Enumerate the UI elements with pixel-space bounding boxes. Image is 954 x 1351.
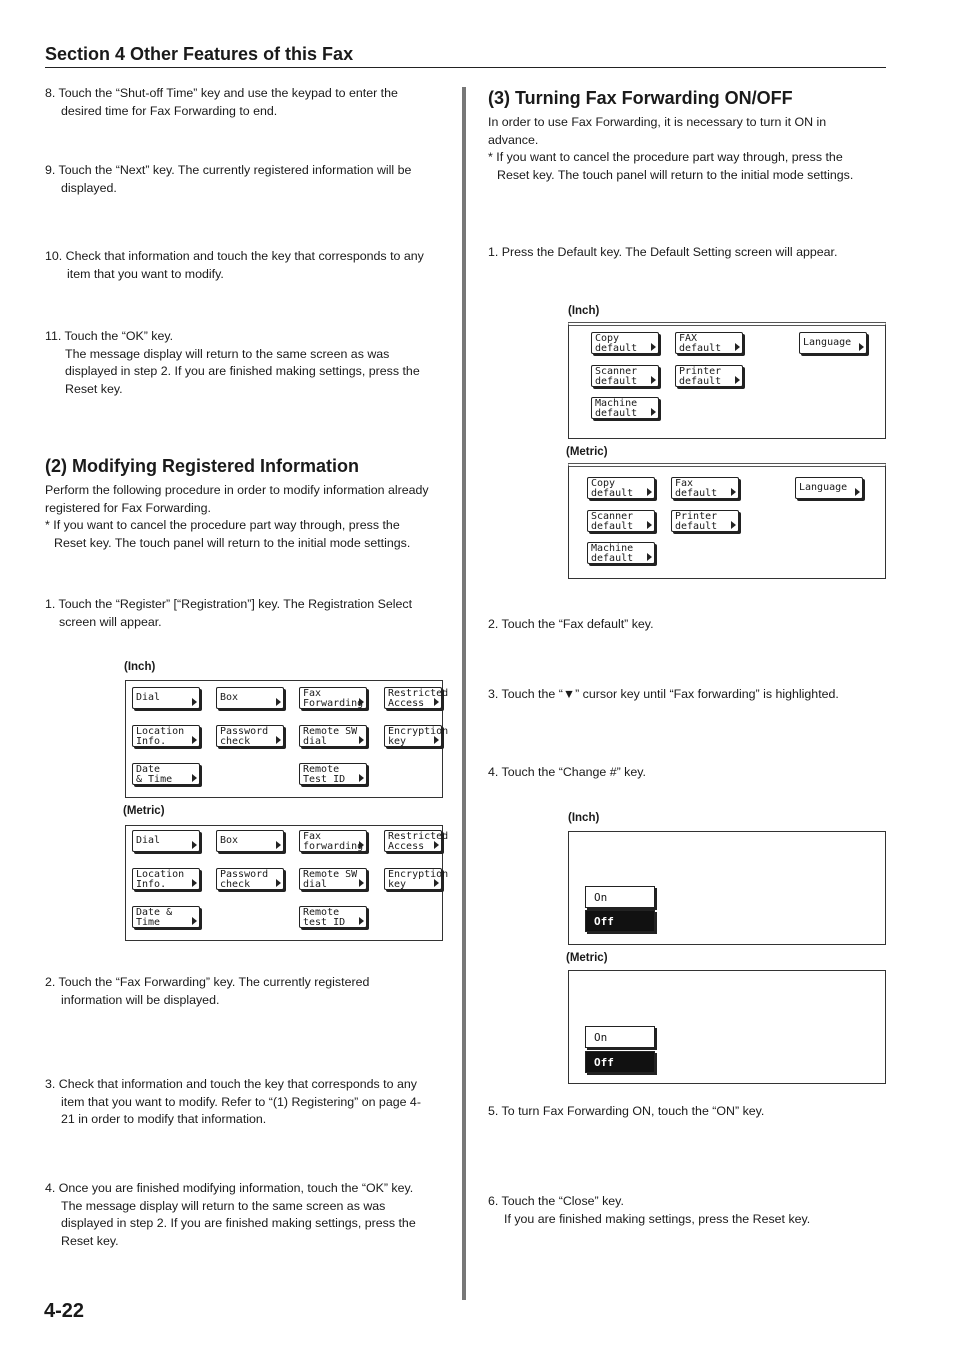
default-key-label: Scanner default bbox=[595, 366, 638, 387]
toggle-intro bbox=[488, 114, 883, 184]
arrow-right-icon bbox=[434, 698, 439, 706]
arrow-right-icon bbox=[276, 736, 281, 744]
modify-intro-line1: Perform the following procedure in order to modify information already bbox=[45, 483, 429, 497]
default-key-label: Language bbox=[799, 482, 848, 493]
arrow-right-icon bbox=[359, 774, 364, 782]
section-rule bbox=[45, 67, 886, 68]
modify-step-3-line2: item that you want to modify. Refer to “(1) Registering” on page 4- bbox=[61, 1094, 421, 1109]
arrow-right-icon bbox=[647, 521, 652, 529]
registration-key-label: Fax forwarding bbox=[303, 831, 364, 852]
default-key-label: Machine default bbox=[595, 398, 638, 419]
default-key[interactable] bbox=[795, 477, 863, 499]
registration-key-label: Dial bbox=[136, 835, 161, 846]
registration-key-label: Date & Time bbox=[136, 907, 173, 928]
arrow-right-icon bbox=[647, 553, 652, 561]
modify-step-1 bbox=[45, 596, 450, 631]
registration-key[interactable] bbox=[299, 868, 367, 890]
modify-step-2 bbox=[45, 974, 450, 1009]
modify-step-3 bbox=[45, 1076, 450, 1129]
registration-key[interactable] bbox=[384, 830, 449, 852]
step-8 bbox=[45, 85, 445, 120]
modify-step-1-line1: 1. Touch the “Register” [“Registration”] key. The Registration Select bbox=[45, 597, 413, 611]
step-11 bbox=[45, 328, 450, 398]
arrow-right-icon bbox=[192, 736, 197, 744]
onoff-screen-metric bbox=[568, 970, 886, 1084]
default-screen-metric bbox=[568, 463, 886, 579]
step-11-line4: Reset key. bbox=[65, 381, 123, 396]
registration-key[interactable] bbox=[132, 763, 200, 785]
modify-heading: (2) Modifying Registered Information bbox=[45, 456, 360, 476]
default-key-label: Copy default bbox=[591, 478, 634, 499]
default-key[interactable] bbox=[799, 332, 867, 354]
registration-key-label: Box bbox=[220, 835, 239, 846]
registration-key[interactable] bbox=[299, 687, 367, 709]
modify-step-2-line1: 2. Touch the “Fax Forwarding” key. The currently registered bbox=[45, 975, 370, 989]
registration-key[interactable] bbox=[216, 687, 284, 709]
arrow-right-icon bbox=[735, 343, 740, 351]
registration-key[interactable] bbox=[132, 906, 200, 928]
default-key-label: Printer default bbox=[679, 366, 722, 387]
toggle-step-6 bbox=[488, 1193, 883, 1228]
default-key-label: FAX default bbox=[679, 333, 722, 354]
caption-metric-onoff: (Metric) bbox=[566, 952, 608, 964]
default-key[interactable] bbox=[675, 365, 743, 387]
registration-key[interactable] bbox=[384, 725, 449, 747]
modify-step-3-line3: 21 in order to modify that information. bbox=[61, 1112, 267, 1126]
toggle-step-2: 2. Touch the “Fax default” key. bbox=[488, 617, 654, 631]
registration-key-label: Encryption key bbox=[388, 726, 449, 747]
arrow-right-icon bbox=[731, 521, 736, 529]
step-10-line1: 10. Check that information and touch the key that corresponds to any bbox=[45, 249, 424, 263]
caption-inch-onoff: (Inch) bbox=[568, 812, 600, 824]
registration-key[interactable] bbox=[216, 830, 284, 852]
registration-key-label: Restricted Access bbox=[388, 688, 449, 709]
arrow-right-icon bbox=[855, 488, 860, 496]
on-key-metric[interactable]: On bbox=[585, 1026, 655, 1048]
arrow-right-icon bbox=[647, 488, 652, 496]
registration-key-label: Restricted Access bbox=[388, 831, 449, 852]
registration-key-label: Dial bbox=[136, 692, 161, 703]
default-key-label: Language bbox=[803, 337, 852, 348]
step-11-line2: The message display will return to the same screen as was bbox=[65, 346, 390, 361]
arrow-right-icon bbox=[651, 376, 656, 384]
modify-step-3-line1: 3. Check that information and touch the key that corresponds to any bbox=[45, 1077, 417, 1091]
page-number: 4-22 bbox=[44, 1300, 85, 1322]
registration-key-label: Password check bbox=[220, 726, 269, 747]
toggle-intro-line1: In order to use Fax Forwarding, it is necessary to turn it ON in bbox=[488, 115, 827, 129]
modify-note-line2: Reset key. The touch panel will return to the initial mode settings. bbox=[54, 535, 411, 550]
registration-key-label: Password check bbox=[220, 869, 269, 890]
arrow-right-icon bbox=[192, 774, 197, 782]
toggle-step-6-line1: 6. Touch the “Close” key. bbox=[488, 1194, 624, 1208]
caption-metric-registration: (Metric) bbox=[123, 805, 165, 817]
registration-key-label: Box bbox=[220, 692, 239, 703]
arrow-right-icon bbox=[651, 343, 656, 351]
registration-key[interactable] bbox=[299, 725, 367, 747]
registration-key[interactable] bbox=[384, 687, 449, 709]
arrow-right-icon bbox=[192, 841, 197, 849]
onoff-screen-inch bbox=[568, 831, 886, 945]
default-screen-inch bbox=[568, 322, 886, 439]
caption-inch-registration: (Inch) bbox=[124, 661, 156, 673]
toggle-note-line1: * If you want to cancel the procedure part way through, press the bbox=[488, 150, 843, 164]
default-key-label: Scanner default bbox=[591, 511, 634, 532]
arrow-right-icon bbox=[735, 376, 740, 384]
toggle-note-line2: Reset key. The touch panel will return to the initial mode settings. bbox=[497, 167, 854, 182]
default-key[interactable] bbox=[671, 477, 739, 499]
arrow-right-icon bbox=[434, 736, 439, 744]
registration-key[interactable] bbox=[299, 763, 367, 785]
default-key-label: Fax default bbox=[675, 478, 718, 499]
modify-intro bbox=[45, 482, 455, 552]
arrow-right-icon bbox=[731, 488, 736, 496]
step-11-line3: displayed in step 2. If you are finished making settings, press the bbox=[65, 364, 420, 378]
modify-step-4-line3: displayed in step 2. If you are finished making settings, press the bbox=[61, 1216, 416, 1230]
off-key-inch[interactable]: Off bbox=[585, 910, 655, 932]
arrow-right-icon bbox=[192, 917, 197, 925]
registration-screen-inch bbox=[125, 680, 449, 798]
arrow-right-icon bbox=[192, 879, 197, 887]
registration-key[interactable] bbox=[216, 725, 284, 747]
default-key[interactable] bbox=[587, 542, 655, 564]
registration-key[interactable] bbox=[384, 868, 449, 890]
modify-step-4-line4: Reset key. bbox=[61, 1233, 119, 1248]
registration-key-label: Remote SW dial bbox=[303, 726, 358, 747]
default-key[interactable] bbox=[591, 332, 659, 354]
registration-key[interactable] bbox=[299, 906, 367, 928]
default-key[interactable] bbox=[671, 510, 739, 532]
default-key[interactable] bbox=[587, 510, 655, 532]
arrow-right-icon bbox=[359, 736, 364, 744]
modify-step-2-line2: information will be displayed. bbox=[61, 992, 220, 1007]
step-9 bbox=[45, 162, 445, 197]
step-8-line2: desired time for Fax Forwarding to end. bbox=[61, 103, 278, 118]
registration-key[interactable] bbox=[132, 868, 200, 890]
default-key[interactable] bbox=[675, 332, 743, 354]
registration-key-label: Date & Time bbox=[136, 764, 173, 785]
toggle-heading: (3) Turning Fax Forwarding ON/OFF bbox=[488, 88, 793, 108]
arrow-right-icon bbox=[276, 879, 281, 887]
registration-key-label: Encryption key bbox=[388, 869, 449, 890]
arrow-right-icon bbox=[359, 879, 364, 887]
arrow-right-icon bbox=[359, 841, 364, 849]
registration-key[interactable] bbox=[299, 830, 367, 852]
default-key[interactable] bbox=[591, 397, 659, 419]
section-title: Section 4 Other Features of this Fax bbox=[45, 44, 354, 64]
caption-inch-default: (Inch) bbox=[568, 305, 600, 317]
step-10 bbox=[45, 248, 450, 283]
default-key-label: Machine default bbox=[591, 543, 634, 564]
arrow-right-icon bbox=[276, 841, 281, 849]
default-key[interactable] bbox=[587, 477, 655, 499]
toggle-step-3: 3. Touch the “▼” cursor key until “Fax forwarding” is highlighted. bbox=[488, 687, 839, 701]
toggle-step-5: 5. To turn Fax Forwarding ON, touch the “ON” key. bbox=[488, 1104, 765, 1118]
step-8-line1: 8. Touch the “Shut-off Time” key and use the keypad to enter the bbox=[45, 86, 398, 100]
registration-key-label: Location Info. bbox=[136, 869, 185, 890]
off-key-metric[interactable]: Off bbox=[585, 1051, 655, 1073]
arrow-right-icon bbox=[859, 343, 864, 351]
step-9-line2: displayed. bbox=[61, 180, 117, 195]
arrow-right-icon bbox=[651, 408, 656, 416]
on-key-inch[interactable]: On bbox=[585, 886, 655, 908]
modify-step-4 bbox=[45, 1180, 450, 1250]
default-key-label: Printer default bbox=[675, 511, 718, 532]
registration-key-label: Remote SW dial bbox=[303, 869, 358, 890]
modify-step-4-line2: The message display will return to the same screen as was bbox=[61, 1198, 386, 1213]
registration-screen-metric bbox=[125, 825, 449, 941]
modify-note-line1: * If you want to cancel the procedure part way through, press the bbox=[45, 518, 400, 532]
arrow-right-icon bbox=[434, 879, 439, 887]
registration-key[interactable] bbox=[216, 868, 284, 890]
arrow-right-icon bbox=[192, 698, 197, 706]
registration-key-label: Fax Forwarding bbox=[303, 688, 364, 709]
arrow-right-icon bbox=[434, 841, 439, 849]
registration-key-label: Remote test ID bbox=[303, 907, 346, 928]
column-divider bbox=[462, 87, 466, 1300]
registration-key-label: Remote Test ID bbox=[303, 764, 346, 785]
toggle-intro-line2: advance. bbox=[488, 132, 539, 147]
step-10-line2: item that you want to modify. bbox=[67, 266, 224, 281]
arrow-right-icon bbox=[276, 698, 281, 706]
toggle-step-4: 4. Touch the “Change #” key. bbox=[488, 765, 646, 779]
modify-step-1-line2: screen will appear. bbox=[59, 614, 162, 629]
step-9-line1: 9. Touch the “Next” key. The currently registered information will be bbox=[45, 163, 412, 177]
registration-key[interactable] bbox=[132, 830, 200, 852]
toggle-step-1: 1. Press the Default key. The Default Setting screen will appear. bbox=[488, 245, 838, 259]
caption-metric-default: (Metric) bbox=[566, 446, 608, 458]
step-11-line1: 11. Touch the “OK” key. bbox=[45, 329, 174, 343]
default-key[interactable] bbox=[591, 365, 659, 387]
toggle-step-6-line2: If you are finished making settings, press the Reset key. bbox=[504, 1211, 811, 1226]
modify-intro-line2: registered for Fax Forwarding. bbox=[45, 500, 211, 515]
registration-key[interactable] bbox=[132, 687, 200, 709]
registration-key-label: Location Info. bbox=[136, 726, 185, 747]
registration-key[interactable] bbox=[132, 725, 200, 747]
modify-step-4-line1: 4. Once you are finished modifying information, touch the “OK” key. bbox=[45, 1181, 414, 1195]
arrow-right-icon bbox=[359, 917, 364, 925]
default-key-label: Copy default bbox=[595, 333, 638, 354]
arrow-right-icon bbox=[359, 698, 364, 706]
